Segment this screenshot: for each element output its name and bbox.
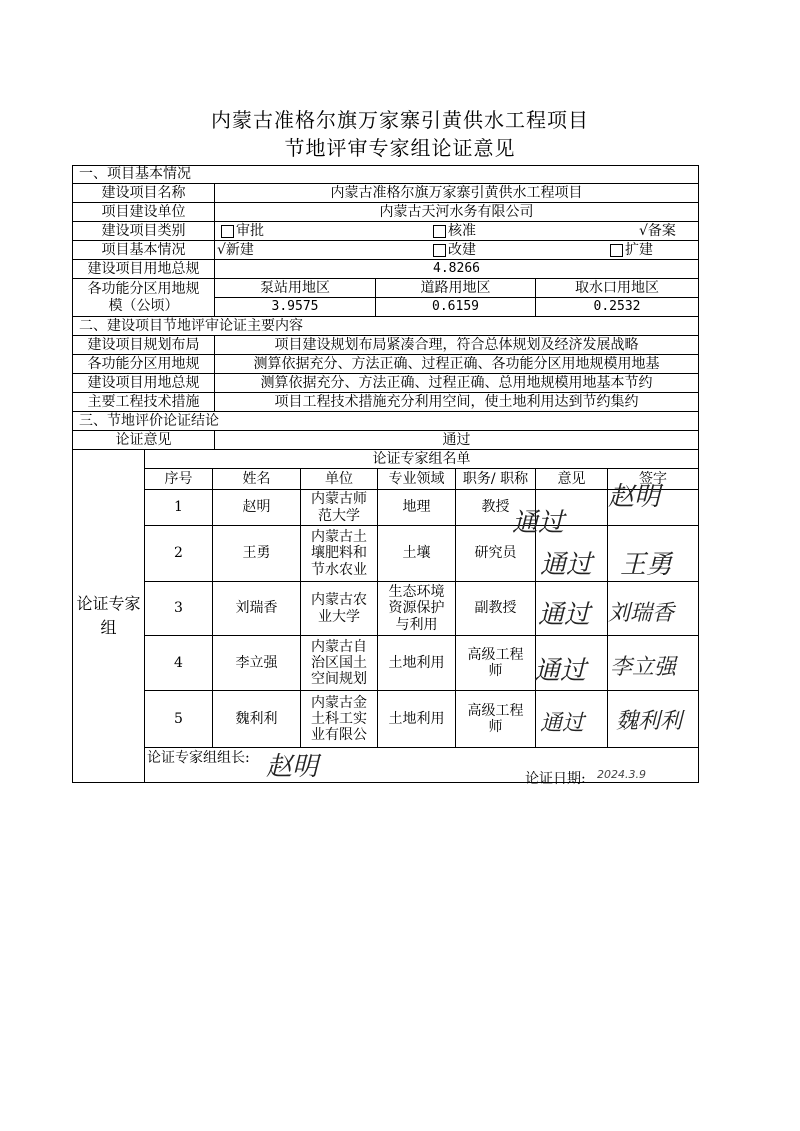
review-row-value: 项目建设规划布局紧凑合理，符合总体规划及经济发展战略 xyxy=(215,336,698,355)
expert-field: 生态环境资源保护与利用 xyxy=(378,582,456,636)
expert-opinion-signature: 通过 xyxy=(512,508,565,538)
evaluation-form-table xyxy=(72,165,699,787)
project-unit-label: 项目建设单位 xyxy=(73,203,215,222)
col-header-title: 职务/ 职称 xyxy=(456,469,536,490)
roster-title: 论证专家组名单 xyxy=(145,450,698,469)
category-option-approval: 审批 xyxy=(221,222,264,240)
expert-signature: 魏利利 xyxy=(616,709,683,734)
category-option-verification: 核准 xyxy=(433,222,476,240)
expert-opinion-signature: 通过 xyxy=(540,711,585,736)
checkbox-empty-icon xyxy=(433,225,446,238)
checkbox-empty-icon xyxy=(610,244,623,257)
expert-name: 刘瑞香 xyxy=(213,582,301,636)
date-value: 2024.3.9 xyxy=(597,768,646,781)
expert-name: 李立强 xyxy=(213,636,301,691)
zone-value-intake: 0.2532 xyxy=(536,298,698,317)
zone-name-pump: 泵站用地区 xyxy=(215,279,376,298)
expert-no: 5 xyxy=(145,691,213,748)
project-unit-value: 内蒙古天河水务有限公司 xyxy=(215,203,698,222)
zone-land-label: 各功能分区用地规 模（公顷） xyxy=(73,279,215,317)
expert-opinion-signature: 通过 xyxy=(534,656,587,686)
review-row-label: 各功能分区用地规 xyxy=(73,355,215,374)
leader-signature: 赵明 xyxy=(266,752,319,782)
expert-title: 高级工程师 xyxy=(456,691,536,748)
review-row-label: 主要工程技术措施 xyxy=(73,393,215,412)
document-subtitle: 节地评审专家组论证意见 xyxy=(284,136,516,160)
checkbox-empty-icon xyxy=(433,244,446,257)
section2-heading: 二、建设项目节地评审论证主要内容 xyxy=(73,317,698,336)
basic-option-new: √ 新建 xyxy=(217,241,254,258)
total-land-value: 4.8266 xyxy=(215,260,698,279)
basic-option-expand: 扩建 xyxy=(610,241,653,259)
project-category-label: 建设项目类别 xyxy=(73,222,215,241)
document-title: 内蒙古准格尔旗万家寨引黄供水工程项目 xyxy=(211,108,589,132)
review-row-value: 项目工程技术措施充分利用空间，使土地利用达到节约集约 xyxy=(215,393,698,412)
expert-no: 4 xyxy=(145,636,213,691)
expert-field: 土壤 xyxy=(378,526,456,582)
expert-unit: 内蒙古农业大学 xyxy=(301,582,378,636)
expert-signature: 赵明 xyxy=(608,482,661,512)
expert-unit: 内蒙古土壤肥料和节水农业 xyxy=(301,526,378,582)
opinion-value: 通过 xyxy=(215,431,698,450)
opinion-label: 论证意见 xyxy=(73,431,215,450)
zone-value-road: 0.6159 xyxy=(376,298,536,317)
section3-heading: 三、节地评价论证结论 xyxy=(73,412,698,431)
expert-no: 2 xyxy=(145,526,213,582)
col-header-name: 姓名 xyxy=(213,469,301,490)
expert-name: 赵明 xyxy=(213,490,301,526)
expert-opinion-signature: 通过 xyxy=(538,600,591,630)
expert-title: 研究员 xyxy=(456,526,536,582)
col-header-opinion: 意见 xyxy=(536,469,608,490)
zone-name-intake: 取水口用地区 xyxy=(536,279,698,298)
basic-option-rebuild: 改建 xyxy=(433,241,476,259)
project-name-label: 建设项目名称 xyxy=(73,184,215,203)
expert-no: 3 xyxy=(145,582,213,636)
expert-signature: 王勇 xyxy=(620,550,673,580)
expert-unit: 内蒙古师范大学 xyxy=(301,490,378,526)
review-row-value: 测算依据充分、方法正确、过程正确、总用地规模用地基本节约 xyxy=(215,374,698,393)
col-header-unit: 单位 xyxy=(301,469,378,490)
expert-unit: 内蒙古金土科工实业有限公 xyxy=(301,691,378,748)
expert-field: 地理 xyxy=(378,490,456,526)
category-option-filing: √ 备案 xyxy=(639,222,676,239)
review-row-label: 建设项目用地总规 xyxy=(73,374,215,393)
project-category-options xyxy=(215,222,698,241)
project-basic-label: 项目基本情况 xyxy=(73,241,215,260)
expert-unit: 内蒙古自治区国土空间规划 xyxy=(301,636,378,691)
section1-heading: 一、项目基本情况 xyxy=(73,166,698,184)
expert-field: 土地利用 xyxy=(378,636,456,691)
project-name-value: 内蒙古准格尔旗万家寨引黄供水工程项目 xyxy=(215,184,698,203)
expert-field: 土地利用 xyxy=(378,691,456,748)
project-basic-options xyxy=(215,241,698,260)
review-row-value: 测算依据充分、方法正确、过程正确、各功能分区用地规模用地基 xyxy=(215,355,698,374)
expert-title: 高级工程师 xyxy=(456,636,536,691)
checkmark-icon: √ xyxy=(217,241,226,258)
leader-label: 论证专家组组长: xyxy=(147,750,250,766)
checkmark-icon: √ xyxy=(639,222,648,239)
expert-no: 1 xyxy=(145,490,213,526)
expert-signature: 李立强 xyxy=(610,655,677,680)
zone-name-road: 道路用地区 xyxy=(376,279,536,298)
expert-opinion-signature: 通过 xyxy=(540,550,593,580)
total-land-label: 建设项目用地总规 xyxy=(73,260,215,279)
expert-name: 魏利利 xyxy=(213,691,301,748)
expert-name: 王勇 xyxy=(213,526,301,582)
expert-signature: 刘瑞香 xyxy=(608,601,675,626)
col-header-no: 序号 xyxy=(145,469,213,490)
expert-group-label: 论证专家组 xyxy=(73,450,145,782)
date-label: 论证日期: xyxy=(525,771,586,787)
review-row-label: 建设项目规划布局 xyxy=(73,336,215,355)
expert-title: 教授 xyxy=(456,490,536,526)
zone-value-pump: 3.9575 xyxy=(215,298,376,317)
col-header-field: 专业领域 xyxy=(378,469,456,490)
expert-title: 副教授 xyxy=(456,582,536,636)
checkbox-empty-icon xyxy=(221,225,234,238)
col-header-signature: 签字 xyxy=(608,469,698,490)
